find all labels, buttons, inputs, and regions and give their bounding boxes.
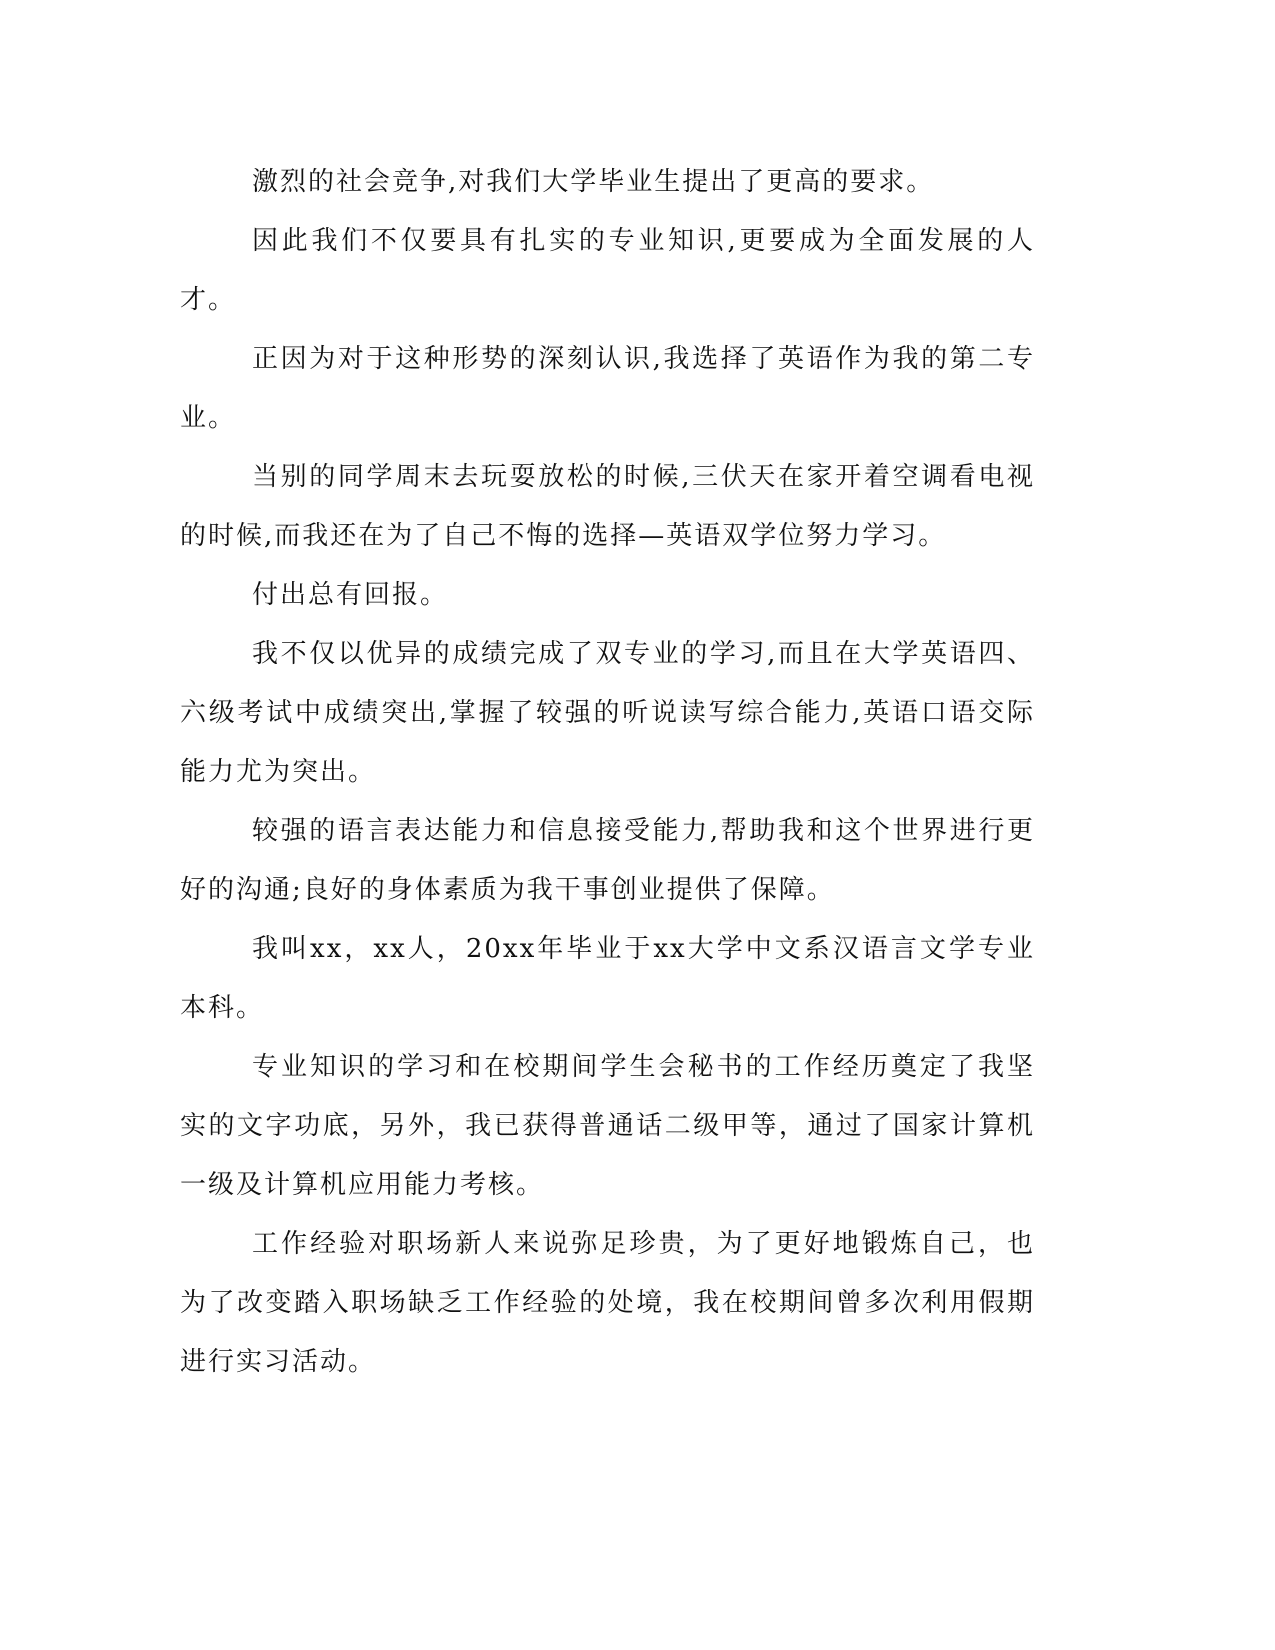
paragraph-1: 激烈的社会竞争,对我们大学毕业生提出了更高的要求。 bbox=[252, 167, 935, 197]
paragraph-9: 专业知识的学习和在校期间学生会秘书的工作经历奠定了我坚实的文字功底，另外，我已获得普通话二级甲等，通过了国家计算机一级及计算机应用能力考核。 bbox=[180, 1052, 1035, 1200]
paragraph-10: 工作经验对职场新人来说弥足珍贵，为了更好地锻炼自己，也为了改变踏入职场缺乏工作经验的处境，我在校期间曾多次利用假期进行实习活动。 bbox=[180, 1229, 1035, 1377]
paragraph-2: 因此我们不仅要具有扎实的专业知识,更要成为全面发展的人才。 bbox=[180, 226, 1035, 315]
paragraph-3: 正因为对于这种形势的深刻认识,我选择了英语作为我的第二专业。 bbox=[180, 344, 1035, 433]
paragraph-6: 我不仅以优异的成绩完成了双专业的学习,而且在大学英语四、六级考试中成绩突出,掌握了较强的听说读写综合能力,英语口语交际能力尤为突出。 bbox=[180, 639, 1035, 787]
document-body bbox=[180, 153, 1035, 1392]
paragraph-7: 较强的语言表达能力和信息接受能力,帮助我和这个世界进行更好的沟通;良好的身体素质为我干事创业提供了保障。 bbox=[180, 816, 1035, 905]
paragraph-5: 付出总有回报。 bbox=[252, 580, 449, 610]
paragraph-4: 当别的同学周末去玩耍放松的时候,三伏天在家开着空调看电视的时候,而我还在为了自己不悔的选择—英语双学位努力学习。 bbox=[180, 462, 1035, 551]
paragraph-8: 我叫xx，xx人，20xx年毕业于xx大学中文系汉语言文学专业本科。 bbox=[180, 934, 1035, 1023]
